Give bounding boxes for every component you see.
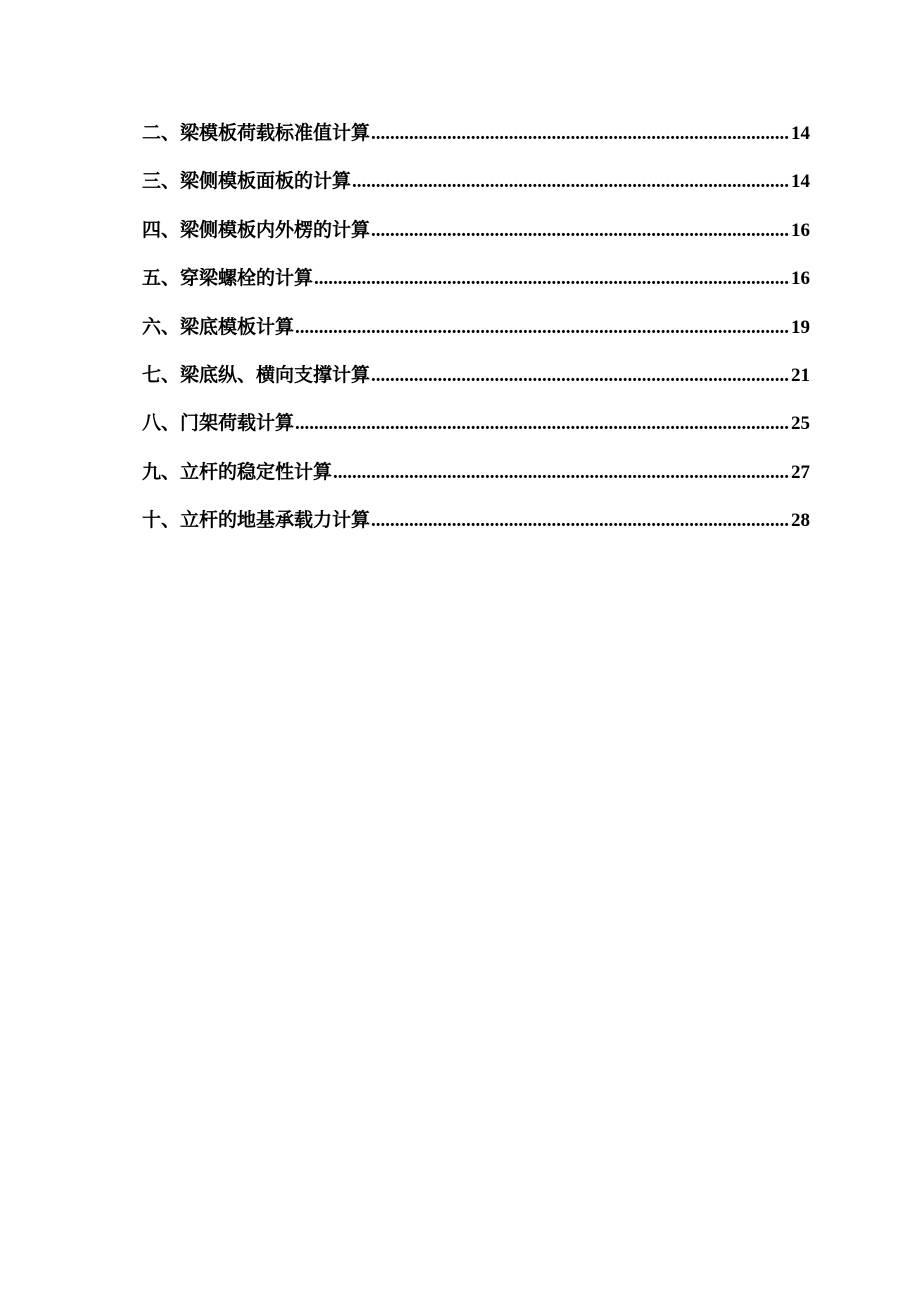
toc-entry[interactable] [142, 360, 810, 408]
toc-entry-title: 九、立杆的稳定性计算 [142, 460, 333, 483]
toc-entry-title: 二、梁模板荷载标准值计算 [142, 122, 371, 144]
toc-entry-page: 27 [791, 461, 810, 483]
toc-entry[interactable] [142, 457, 810, 505]
toc-entry[interactable] [142, 263, 810, 311]
toc-entry-page: 21 [791, 364, 810, 386]
toc-entry[interactable] [142, 118, 810, 166]
table-of-contents [142, 118, 810, 554]
toc-entry[interactable] [142, 215, 810, 263]
toc-entry-page: 14 [791, 171, 810, 193]
toc-dot-leader [333, 462, 790, 484]
toc-entry-page: 16 [791, 219, 810, 241]
toc-dot-leader [371, 220, 790, 242]
toc-dot-leader [295, 413, 790, 435]
toc-entry[interactable] [142, 312, 810, 360]
toc-entry[interactable] [142, 505, 810, 553]
toc-entry-title: 三、梁侧模板面板的计算 [142, 170, 352, 193]
toc-entry-title: 六、梁底模板计算 [142, 315, 295, 338]
toc-entry-title: 八、门架荷载计算 [142, 412, 295, 435]
toc-entry-page: 16 [791, 268, 810, 290]
toc-dot-leader [352, 171, 790, 193]
toc-dot-leader [371, 123, 790, 145]
toc-entry-title: 七、梁底纵、横向支撑计算 [142, 363, 371, 386]
toc-dot-leader [295, 317, 790, 339]
toc-entry[interactable] [142, 166, 810, 214]
toc-entry-title: 十、立杆的地基承载力计算 [142, 509, 371, 532]
toc-entry-page: 19 [791, 316, 810, 338]
toc-dot-leader [314, 268, 790, 290]
toc-dot-leader [371, 510, 790, 532]
toc-entry-page: 14 [791, 123, 810, 144]
toc-entry-page: 28 [791, 510, 810, 532]
toc-entry-title: 五、穿梁螺栓的计算 [142, 267, 314, 290]
toc-entry-page: 25 [791, 413, 810, 435]
toc-entry[interactable] [142, 408, 810, 456]
toc-dot-leader [371, 365, 790, 387]
toc-entry-title: 四、梁侧模板内外楞的计算 [142, 218, 371, 241]
